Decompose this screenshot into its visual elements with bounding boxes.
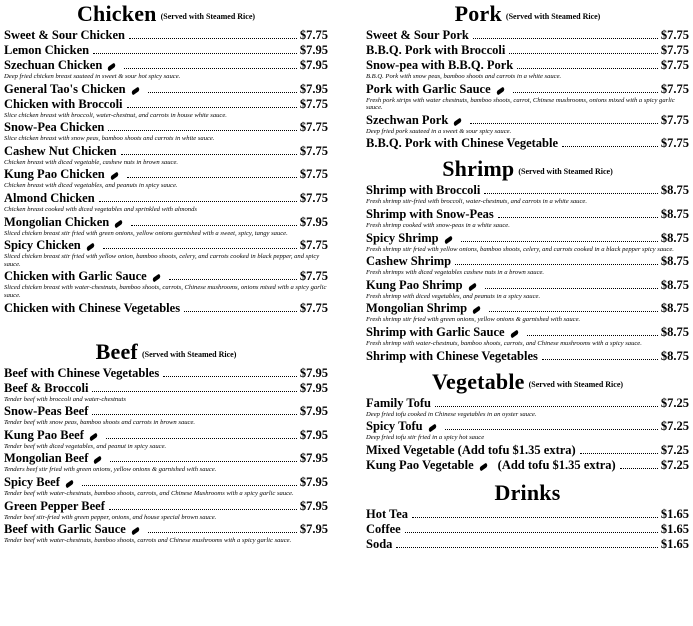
dot-leader — [106, 438, 297, 439]
item-description: Fresh shrimp stir-fried with broccoli, water-chestnuts, and carrots in a white sauce. — [366, 198, 587, 206]
dot-leader — [129, 38, 297, 39]
dot-leader — [580, 453, 658, 454]
section-title: Shrimp — [442, 156, 515, 182]
menu-item-chicken-with-broccoli — [4, 97, 328, 120]
item-price: $7.75 — [299, 143, 328, 158]
menu-item-row — [4, 381, 328, 396]
menu-item-kung-pao-shrimp — [366, 278, 689, 301]
menu-item-row — [4, 28, 328, 43]
section-note: (Served with Steamed Rice) — [160, 12, 256, 21]
menu-item-row — [366, 301, 689, 316]
menu-item-row — [4, 120, 328, 135]
section-header — [366, 479, 689, 507]
item-description: Tender beef stir-fried with green pepper, onions, and house special brown sauce. — [4, 513, 217, 521]
item-price: $7.25 — [660, 395, 689, 410]
item-price: $7.95 — [299, 427, 328, 442]
item-name: Kung Pao Beef — [4, 427, 84, 442]
menu-item-sweet-sour-pork — [366, 28, 689, 43]
dot-leader — [148, 92, 297, 93]
menu-item-shrimp-with-broccoli — [366, 183, 689, 206]
menu-item-cashew-shrimp — [366, 254, 689, 277]
menu-item-general-tao-s-chicken — [4, 82, 328, 97]
menu-item-row — [4, 451, 328, 466]
menu-item-spicy-shrimp — [366, 231, 689, 254]
item-price: $7.95 — [299, 43, 328, 57]
item-description: Chicken breast with diced vegetables, and peanuts in spicy sauce. — [4, 182, 178, 190]
item-name: Hot Tea — [366, 506, 409, 521]
item-name: Kung Pao Chicken — [4, 167, 105, 182]
menu-item-spicy-chicken — [4, 238, 328, 268]
item-price: $7.95 — [299, 522, 328, 537]
menu-item-row — [4, 167, 328, 182]
item-name: Spicy Shrimp — [366, 230, 439, 245]
item-price: $7.95 — [299, 498, 328, 513]
section-header — [4, 338, 328, 366]
item-name: Mongolian Chicken — [4, 214, 110, 229]
menu-item-szechwan-pork — [366, 113, 689, 136]
item-name: Beef with Chinese Vegetables — [4, 365, 160, 380]
dot-leader — [470, 123, 658, 124]
dot-leader — [485, 288, 658, 289]
item-name: Almond Chicken — [4, 190, 95, 205]
menu-item-lemon-chicken — [4, 43, 328, 58]
dot-leader — [445, 429, 658, 430]
item-name: Soda — [366, 536, 393, 551]
item-price: $8.75 — [660, 206, 689, 221]
dot-leader — [82, 485, 297, 486]
section-header — [4, 0, 328, 28]
item-description: Slice chicken breast with snow peas, bamboo shoots and carrots in white sauce. — [4, 135, 215, 143]
dot-leader — [148, 532, 297, 533]
menu-item-row — [4, 58, 328, 73]
item-name: Chicken with Broccoli — [4, 96, 123, 111]
item-price: $7.75 — [660, 43, 689, 57]
menu-item-kung-pao-chicken — [4, 167, 328, 190]
item-price: $7.25 — [660, 419, 689, 434]
chili-pepper-icon — [65, 480, 75, 488]
item-name: Lemon Chicken — [4, 43, 90, 57]
item-description: Tender beef with broccoli and water-chestnuts — [4, 395, 126, 403]
menu-item-row — [366, 443, 689, 458]
item-price: $7.95 — [299, 404, 328, 419]
item-name: Beef with Garlic Sauce — [4, 522, 126, 537]
dot-leader — [169, 279, 297, 280]
item-price: $7.95 — [299, 214, 328, 229]
item-name: Sweet & Sour Chicken — [4, 28, 125, 42]
section-title: Vegetable — [431, 368, 525, 394]
section-title: Drinks — [494, 479, 561, 505]
item-description: Fresh shrimp with water-chestnuts, bamboo shoots, carrots, and Chinese mushrooms with a spicy sauce. — [366, 339, 642, 347]
item-description: B.B.Q. Pork with snow peas, bamboo shoots and carrots in a white sauce. — [366, 73, 562, 80]
menu-item-mongolian-beef — [4, 451, 328, 474]
dot-leader — [127, 107, 297, 108]
dot-leader — [109, 509, 297, 510]
item-description: Chicken breast cooked with diced vegetables and sprinkled with almonds — [4, 205, 197, 213]
section-header — [366, 0, 689, 28]
item-price: $1.65 — [660, 521, 689, 536]
item-price: $7.75 — [299, 269, 328, 284]
item-price: $7.95 — [299, 380, 328, 395]
dot-leader — [92, 414, 297, 415]
item-name: Chicken with Chinese Vegetables — [4, 300, 181, 315]
item-name: Chicken with Garlic Sauce — [4, 269, 147, 284]
item-description: Fresh shrimp stir fried with yellow onions, bamboo shoots, celery, and carrots cooked in a black pepper spicy sauce. — [366, 245, 674, 253]
menu-item-kung-pao-vegetable — [366, 458, 689, 473]
menu-item-row — [4, 144, 328, 159]
section-note: (Served with Steamed Rice) — [505, 12, 601, 21]
menu-item-snow-pea-with-b-b-q-pork — [366, 58, 689, 81]
item-price: $8.75 — [660, 301, 689, 316]
item-description: Fresh shrimp cooked with snow-peas in a white sauce. — [366, 221, 510, 229]
chili-pepper-icon — [472, 306, 482, 314]
dot-leader — [473, 38, 658, 39]
chili-pepper-icon — [453, 118, 463, 126]
menu-item-row — [366, 136, 689, 151]
item-description: Tender beef with water-chestnuts, bamboo shoots, carrots and Chinese mushrooms with a spicy garlic sauce. — [4, 537, 292, 545]
dot-leader — [93, 53, 297, 54]
menu-item-row — [4, 475, 328, 490]
menu-item-row — [366, 183, 689, 198]
dot-leader — [509, 53, 658, 54]
item-name: Snow-Pea Chicken — [4, 120, 105, 135]
item-extra-note: (Add tofu $1.35 extra) — [497, 457, 616, 472]
menu-item-shrimp-with-snow-peas — [366, 207, 689, 230]
dot-leader — [131, 225, 297, 226]
menu-item-row — [4, 191, 328, 206]
menu-item-row — [4, 499, 328, 514]
dot-leader — [108, 130, 297, 131]
item-name: Mongolian Shrimp — [366, 301, 468, 316]
menu-item-row — [4, 238, 328, 253]
section-header — [366, 155, 689, 183]
menu-item-beef-broccoli — [4, 381, 328, 404]
menu-item-row — [366, 43, 689, 58]
item-name: Shrimp with Snow-Peas — [366, 206, 494, 221]
item-price: $1.65 — [660, 536, 689, 551]
item-description: Fresh shrimp stir fried with green onions, yellow onions & garnished with sauce. — [366, 316, 581, 324]
menu-item-mongolian-chicken — [4, 215, 328, 238]
item-description: Tender beef with water-chestnuts, bamboo shoots, carrots, and Chinese Mushrooms with a spicy garlic sauce. — [4, 489, 294, 497]
menu-item-chicken-with-garlic-sauce — [4, 269, 328, 299]
menu-item-pork-with-garlic-sauce — [366, 82, 689, 112]
item-name: Szechwan Pork — [366, 112, 449, 127]
menu-item-chicken-with-chinese-vegetables — [4, 301, 328, 316]
menu-item-row — [366, 28, 689, 43]
dot-leader — [562, 146, 658, 147]
left-menu-column — [4, 0, 328, 546]
item-name: Family Tofu — [366, 395, 431, 410]
item-description: Tender beef with snow peas, bamboo shoots and carrots in brown sauce. — [4, 419, 196, 427]
item-price: $7.95 — [299, 81, 328, 96]
menu-item-szechuan-chicken — [4, 58, 328, 81]
menu-item-row — [366, 113, 689, 128]
item-price: $8.75 — [660, 324, 689, 339]
dot-leader — [184, 311, 297, 312]
item-name: General Tao's Chicken — [4, 81, 126, 96]
dot-leader — [110, 461, 297, 462]
item-price: $8.75 — [660, 254, 689, 269]
menu-item-row — [4, 428, 328, 443]
item-description: Sliced chicken breast with water-chestnuts, bamboo shoots, carrots, Chinese mushrooms, onions mixed with a spicy garlic sauce. — [4, 284, 327, 299]
item-price: $7.95 — [299, 365, 328, 380]
menu-item-row — [4, 366, 328, 381]
section-note: (Served with Steamed Rice) — [518, 167, 613, 177]
menu-item-row — [366, 82, 689, 97]
dot-leader — [527, 335, 658, 336]
section-title: Beef — [95, 338, 138, 364]
chili-pepper-icon — [130, 86, 140, 94]
item-price: $7.75 — [299, 238, 328, 253]
menu-item-sweet-sour-chicken — [4, 28, 328, 43]
item-price: $7.75 — [299, 96, 328, 111]
chili-pepper-icon — [509, 330, 519, 338]
menu-item-row — [366, 349, 689, 364]
item-price: $7.75 — [299, 28, 328, 42]
item-price: $7.75 — [660, 58, 689, 72]
dot-leader — [127, 177, 297, 178]
item-price: $7.75 — [660, 81, 689, 96]
menu-item-row — [4, 97, 328, 112]
menu-item-row — [366, 458, 689, 473]
chili-pepper-icon — [109, 172, 119, 180]
menu-item-hot-tea — [366, 507, 689, 522]
menu-item-shrimp-with-chinese-vegetables — [366, 349, 689, 364]
section-title: Pork — [454, 1, 502, 26]
item-description: Sliced chicken breast stir fried with green onions, yellow onions garnished with a sweet, spicy, tangy sauce. — [4, 229, 288, 237]
menu-item-snow-peas-beef — [4, 404, 328, 427]
item-description: Tenders beef stir fried with green onions, yellow onions & garnished with sauce. — [4, 466, 217, 474]
menu-item-shrimp-with-garlic-sauce — [366, 325, 689, 348]
item-price: $7.75 — [660, 136, 689, 151]
menu-item-mixed-vegetable-add-tofu-1-35-extra — [366, 443, 689, 458]
item-description: Tender beef with diced vegetables, and peanut in spicy sauce. — [4, 442, 167, 450]
menu-item-beef-with-chinese-vegetables — [4, 366, 328, 381]
dot-leader — [513, 92, 658, 93]
item-price: $7.75 — [299, 190, 328, 205]
item-price: $7.25 — [660, 457, 689, 472]
item-name: Shrimp with Broccoli — [366, 183, 481, 198]
item-description: Deep fried pork sauteed in a sweet & sour spicy sauce. — [366, 127, 512, 135]
item-name: Shrimp with Chinese Vegetables — [366, 348, 538, 363]
dot-leader — [484, 193, 658, 194]
section-beef — [4, 338, 328, 545]
menu-item-snow-pea-chicken — [4, 120, 328, 143]
chili-pepper-icon — [495, 86, 505, 94]
dot-leader — [489, 311, 658, 312]
menu-item-row — [366, 231, 689, 246]
menu-item-row — [4, 522, 328, 537]
menu-item-row — [4, 43, 328, 58]
chili-pepper-icon — [85, 243, 95, 251]
section-drinks — [366, 479, 689, 552]
item-description: Fresh pork strips with water chestnuts, bamboo shoots, carrot, Chinese mushrooms, onions mixed with a spicy garlic sauce. — [366, 96, 675, 112]
item-description: Sliced chicken breast stir fried with yellow onion, bamboo shoots, celery, and carrots cooked in black pepper, and spicy sauce. — [4, 253, 320, 268]
chili-pepper-icon — [114, 219, 124, 227]
item-name: Mixed Vegetable (Add tofu $1.35 extra) — [366, 442, 576, 457]
item-description: Deep fried chicken breast sauteed in sweet & sour hot spicy sauce. — [4, 73, 181, 80]
item-price: $8.75 — [660, 348, 689, 363]
item-description: Slice chicken breast with broccoli, water-chestnut, and carrots in house white sauce. — [4, 111, 227, 119]
item-name: B.B.Q. Pork with Broccoli — [366, 43, 506, 57]
menu-item-kung-pao-beef — [4, 428, 328, 451]
menu-item-cashew-nut-chicken — [4, 144, 328, 167]
menu-item-row — [4, 269, 328, 284]
item-price: $7.95 — [299, 451, 328, 466]
menu-item-almond-chicken — [4, 191, 328, 214]
section-note: (Served with Steamed Rice) — [141, 349, 237, 359]
chili-pepper-icon — [131, 527, 141, 535]
item-name: Snow-pea with B.B.Q. Pork — [366, 58, 514, 72]
item-name: Cashew Shrimp — [366, 254, 452, 269]
chili-pepper-icon — [478, 462, 488, 470]
item-price: $8.75 — [660, 183, 689, 198]
item-name: Kung Pao Shrimp — [366, 277, 463, 292]
item-name: Coffee — [366, 521, 401, 536]
dot-leader — [99, 201, 297, 202]
item-description: Chicken breast with diced vegetable, cashew nuts in brown sauce. — [4, 158, 179, 166]
menu-item-row — [366, 419, 689, 434]
menu-item-row — [366, 507, 689, 522]
menu-item-row — [366, 522, 689, 537]
menu-item-row — [4, 82, 328, 97]
dot-leader — [405, 532, 658, 533]
section-note: (Served with Steamed Rice) — [528, 379, 624, 389]
dot-leader — [412, 517, 658, 518]
item-name: Mongolian Beef — [4, 451, 89, 466]
menu-item-spicy-beef — [4, 475, 328, 498]
item-price: $7.75 — [660, 28, 689, 42]
item-name: Beef & Broccoli — [4, 380, 89, 395]
item-name: Snow-Peas Beef — [4, 404, 89, 419]
chili-pepper-icon — [89, 432, 99, 440]
item-name: Sweet & Sour Pork — [366, 28, 469, 42]
section-shrimp — [366, 155, 689, 363]
chili-pepper-icon — [151, 274, 161, 282]
menu-item-row — [4, 301, 328, 316]
dot-leader — [396, 547, 657, 548]
menu-item-row — [366, 325, 689, 340]
item-name: Spicy Tofu — [366, 419, 423, 434]
item-price: $7.75 — [299, 300, 328, 315]
dot-leader — [121, 154, 297, 155]
menu-item-spicy-tofu — [366, 419, 689, 442]
right-menu-column — [366, 0, 689, 552]
menu-item-family-tofu — [366, 396, 689, 419]
item-price: $7.95 — [299, 58, 328, 72]
menu-item-mongolian-shrimp — [366, 301, 689, 324]
chili-pepper-icon — [427, 424, 437, 432]
item-price: $8.75 — [660, 277, 689, 292]
section-header — [366, 368, 689, 396]
dot-leader — [620, 468, 658, 469]
dot-leader — [542, 359, 658, 360]
item-name: Shrimp with Garlic Sauce — [366, 324, 505, 339]
item-name: Pork with Garlic Sauce — [366, 81, 491, 96]
item-price: $1.65 — [660, 506, 689, 521]
item-description: Fresh shrimps with diced vegetables cashew nuts in a brown sauce. — [366, 269, 545, 277]
menu-item-row — [366, 537, 689, 552]
menu-item-beef-with-garlic-sauce — [4, 522, 328, 545]
menu-item-soda — [366, 537, 689, 552]
menu-item-row — [4, 215, 328, 230]
dot-leader — [103, 248, 297, 249]
chili-pepper-icon — [443, 235, 453, 243]
item-name: Szechuan Chicken — [4, 58, 103, 72]
menu-item-coffee — [366, 522, 689, 537]
chili-pepper-icon — [467, 283, 477, 291]
item-name: Green Pepper Beef — [4, 498, 105, 513]
section-vegetable — [366, 368, 689, 473]
section-chicken — [4, 0, 328, 316]
item-name: Kung Pao Vegetable — [366, 457, 474, 472]
chili-pepper-icon — [93, 456, 103, 464]
menu-item-row — [366, 396, 689, 411]
section-pork — [366, 0, 689, 151]
dot-leader — [163, 376, 297, 377]
item-name: Cashew Nut Chicken — [4, 143, 117, 158]
menu-item-row — [4, 404, 328, 419]
item-price: $7.95 — [299, 474, 328, 489]
menu-item-b-b-q-pork-with-broccoli — [366, 43, 689, 58]
item-description: Deep fried tofu cooked in Chinese vegetables in an oyster sauce. — [366, 410, 537, 418]
item-name: B.B.Q. Pork with Chinese Vegetable — [366, 136, 559, 151]
item-price: $8.75 — [660, 230, 689, 245]
section-title: Chicken — [76, 1, 157, 26]
item-price: $7.25 — [660, 442, 689, 457]
menu-item-row — [366, 207, 689, 222]
item-name: Spicy Chicken — [4, 238, 81, 253]
menu-item-row — [366, 254, 689, 269]
menu-item-b-b-q-pork-with-chinese-vegetable — [366, 136, 689, 151]
item-price: $7.75 — [299, 167, 328, 182]
dot-leader — [461, 241, 658, 242]
dot-leader — [517, 68, 658, 69]
chili-pepper-icon — [107, 63, 117, 71]
item-description: Deep fried tofu stir fried in a spicy hot sauce — [366, 434, 485, 442]
item-name: Spicy Beef — [4, 474, 60, 489]
menu-item-green-pepper-beef — [4, 499, 328, 522]
dot-leader — [498, 217, 658, 218]
dot-leader — [124, 68, 297, 69]
item-description: Fresh shrimp with diced vegetables, and peanuts in a spicy sauce. — [366, 292, 541, 300]
menu-item-row — [366, 278, 689, 293]
dot-leader — [92, 391, 296, 392]
dot-leader — [435, 406, 658, 407]
dot-leader — [455, 264, 658, 265]
item-price: $7.75 — [660, 112, 689, 127]
menu-item-row — [366, 58, 689, 73]
item-price: $7.75 — [299, 120, 328, 135]
